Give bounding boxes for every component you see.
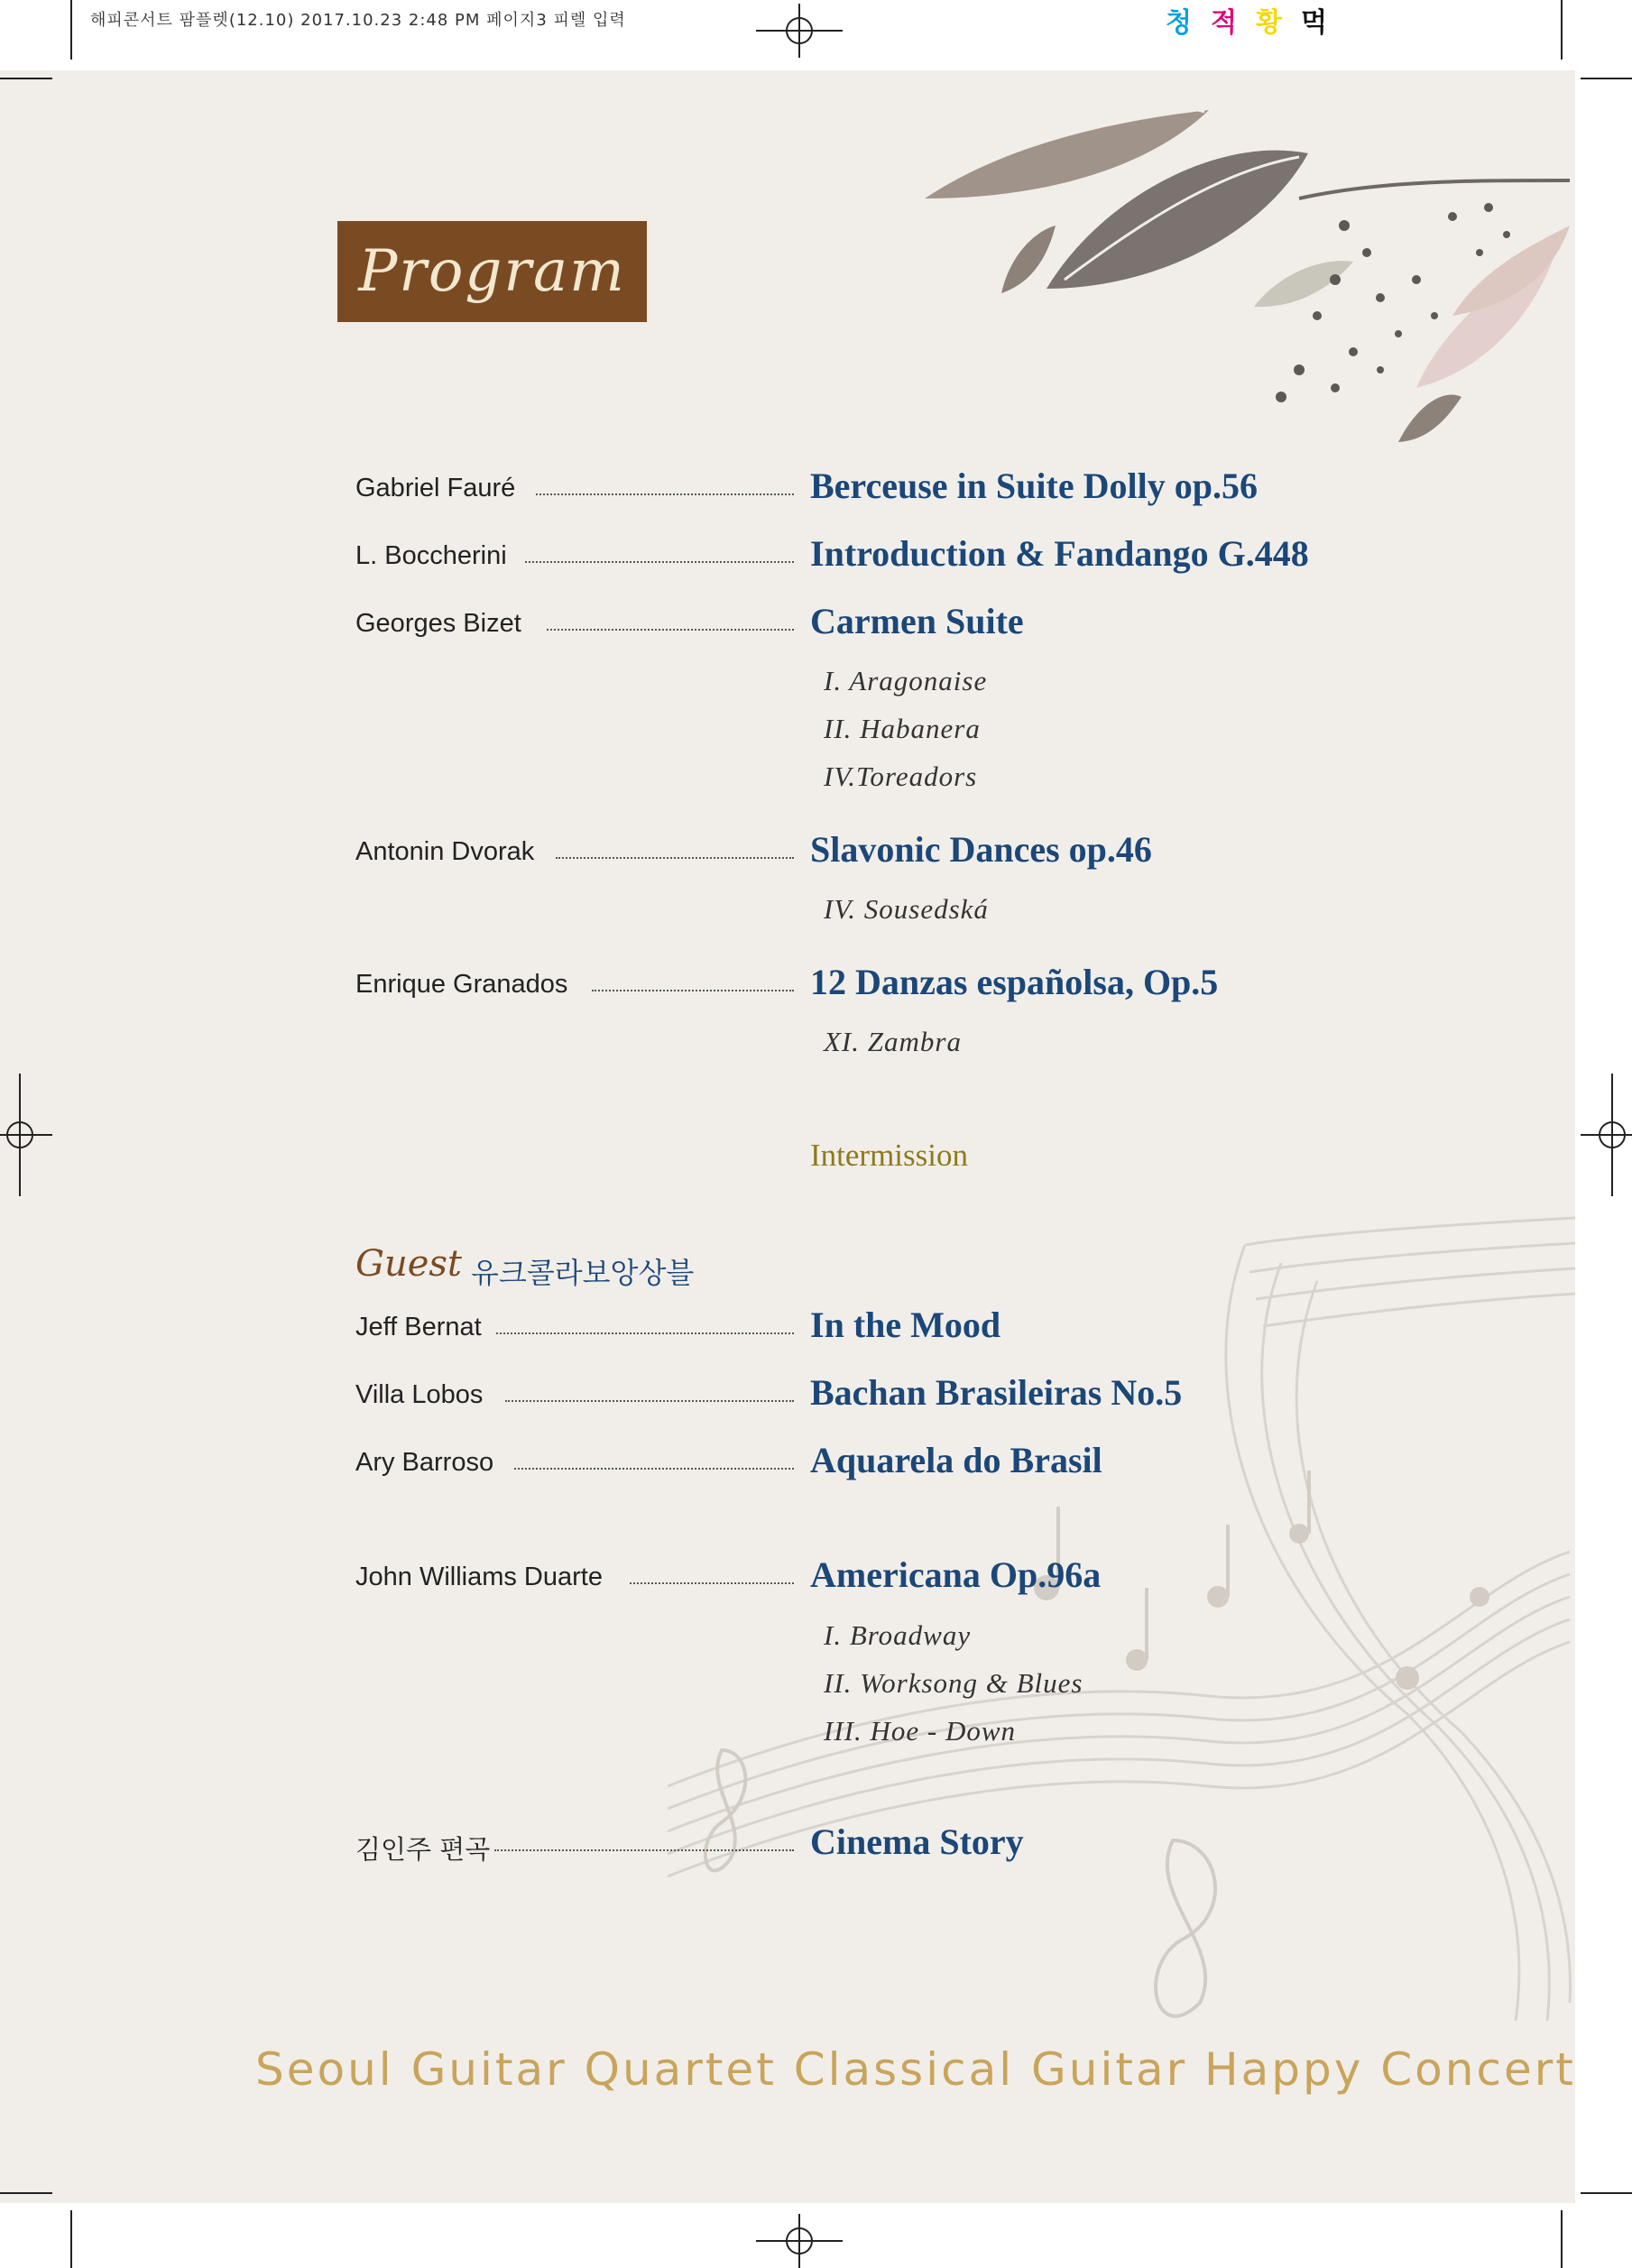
program-row [0, 828, 1575, 882]
composer-name: Villa Lobos [355, 1380, 484, 1409]
program-heading-badge: Program [337, 221, 647, 322]
registration-mark-icon [756, 2214, 843, 2268]
registration-mark-icon [0, 1074, 52, 1196]
movement-line: I. Broadway [824, 1619, 972, 1651]
guest-label: Guest [355, 1243, 462, 1285]
crop-mark [70, 2210, 72, 2268]
leader-dots [505, 1400, 794, 1402]
work-title: Slavonic Dances op.46 [810, 829, 1152, 870]
movement-line: III. Hoe - Down [824, 1715, 1017, 1747]
registration-mark-icon [756, 4, 843, 58]
work-title: Carmen Suite [810, 601, 1024, 641]
movement-line: II. Worksong & Blues [824, 1667, 1083, 1699]
composer-name: Enrique Granados [355, 970, 568, 999]
leader-dots [525, 561, 794, 563]
cmyk-label-m: 적 [1211, 7, 1237, 39]
work-title: Aquarela do Brasil [810, 1440, 1102, 1480]
leader-dots [514, 1468, 794, 1470]
movement-line: IV.Toreadors [824, 761, 978, 792]
work-title: In the Mood [810, 1305, 1001, 1345]
composer-name: Jeff Bernat [355, 1313, 482, 1341]
composer-name: Antonin Dvorak [355, 837, 535, 866]
composer-name: L. Boccherini [355, 541, 507, 570]
composer-name: Georges Bizet [355, 609, 521, 638]
cmyk-label-y: 황 [1256, 7, 1282, 39]
program-row [0, 532, 1575, 586]
leader-dots [556, 857, 794, 859]
work-title: 12 Danzas españolsa, Op.5 [810, 962, 1219, 1002]
cmyk-label-k: 먹 [1301, 7, 1327, 39]
crop-mark [0, 2192, 52, 2194]
crop-mark [0, 78, 52, 79]
program-row [0, 1821, 1575, 1875]
leader-dots [630, 1582, 794, 1584]
guest-ensemble-name: 유크콜라보앙상블 [471, 1256, 695, 1290]
registration-mark-icon [1581, 1074, 1632, 1196]
crop-mark [1561, 0, 1563, 60]
program-row [0, 600, 1575, 654]
cmyk-label-c: 청 [1166, 7, 1192, 39]
leader-dots [536, 493, 794, 495]
leader-dots [496, 1332, 794, 1334]
composer-name: Gabriel Fauré [355, 474, 516, 502]
program-row [0, 1553, 1575, 1608]
crop-mark [70, 0, 72, 60]
leaves-decoration-icon [911, 99, 1575, 460]
work-title: Berceuse in Suite Dolly op.56 [810, 466, 1258, 506]
composer-name: 김인주 편곡 [355, 1834, 491, 1865]
leader-dots [592, 990, 794, 991]
crop-mark [1561, 2210, 1563, 2268]
concert-title-footer: Seoul Guitar Quartet Classical Guitar Happy Concert [255, 2043, 1576, 2096]
movement-line: IV. Sousedská [824, 893, 989, 925]
leader-dots [494, 1849, 794, 1851]
composer-name: Ary Barroso [355, 1448, 494, 1477]
movement-line: I. Aragonaise [824, 665, 988, 696]
movement-line: XI. Zambra [824, 1026, 962, 1057]
program-row [0, 961, 1575, 1015]
crop-mark [1581, 2192, 1632, 2194]
program-row [0, 1304, 1575, 1358]
leader-dots [547, 629, 794, 631]
intermission-label: Intermission [810, 1138, 968, 1173]
work-title: Americana Op.96a [810, 1554, 1102, 1595]
program-row [0, 1371, 1575, 1425]
program-row [0, 465, 1575, 519]
work-title: Cinema Story [810, 1821, 1024, 1862]
composer-name: John Williams Duarte [355, 1563, 603, 1591]
program-row [0, 1439, 1575, 1493]
crop-mark [1581, 78, 1632, 79]
print-slug-line: 해피콘서트 팜플렛(12.10) 2017.10.23 2:48 PM 페이지3 피렐 입력 [90, 11, 626, 30]
work-title: Bachan Brasileiras No.5 [810, 1372, 1183, 1413]
movement-line: II. Habanera [824, 713, 981, 744]
work-title: Introduction & Fandango G.448 [810, 533, 1309, 574]
